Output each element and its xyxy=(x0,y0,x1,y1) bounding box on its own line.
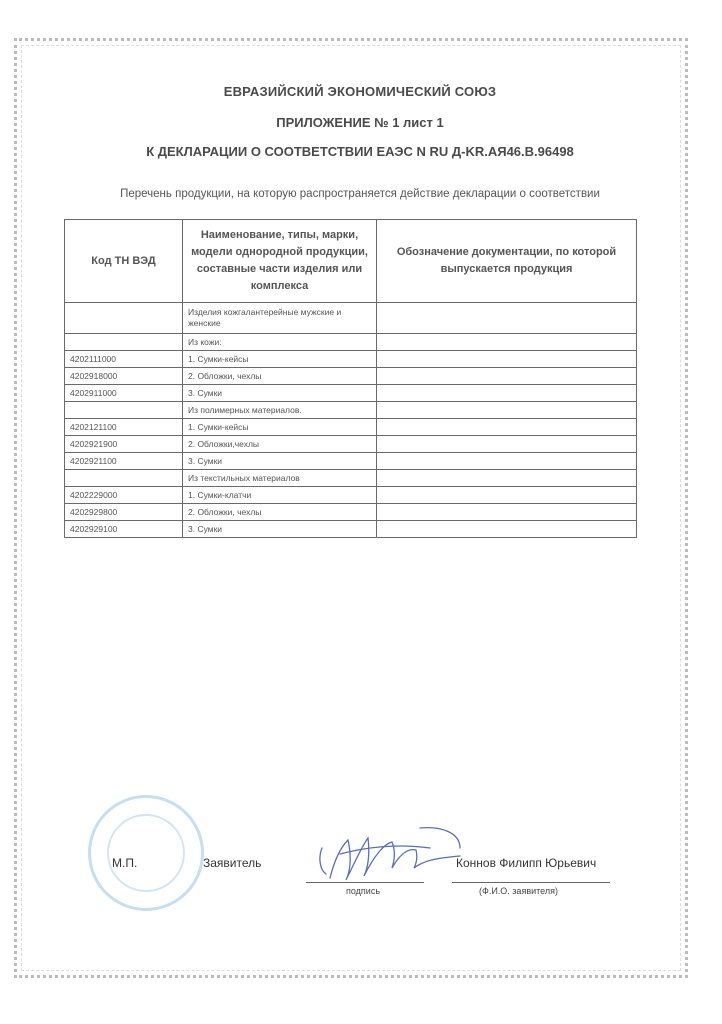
cell-code xyxy=(65,402,183,419)
cell-name: 3. Сумки xyxy=(183,453,377,470)
cell-code: 4202911000 xyxy=(65,385,183,402)
table-row xyxy=(65,385,637,402)
header-code: Код ТН ВЭД xyxy=(65,220,183,303)
cell-doc xyxy=(377,419,637,436)
name-line xyxy=(452,882,610,883)
cell-name: 1. Сумки-кейсы xyxy=(183,419,377,436)
cell-name: Из кожи: xyxy=(183,334,377,351)
table-row xyxy=(65,368,637,385)
table-row xyxy=(65,436,637,453)
applicant-label: Заявитель xyxy=(203,856,262,870)
table-row xyxy=(65,419,637,436)
cell-code: 4202921100 xyxy=(65,453,183,470)
cell-doc xyxy=(377,402,637,419)
cell-doc xyxy=(377,385,637,402)
name-caption: (Ф.И.О. заявителя) xyxy=(479,886,558,896)
table-row xyxy=(65,470,637,487)
cell-code: 4202929800 xyxy=(65,504,183,521)
handwritten-signature xyxy=(300,818,470,888)
table-row xyxy=(65,504,637,521)
table-body xyxy=(65,303,637,538)
cell-doc xyxy=(377,436,637,453)
cell-doc xyxy=(377,351,637,368)
cell-name: Изделия кожгалантерейные мужские и женские xyxy=(183,303,377,334)
cell-name: 2. Обложки, чехлы xyxy=(183,368,377,385)
cell-name: Из полимерных материалов. xyxy=(183,402,377,419)
cell-name: Из текстильных материалов xyxy=(183,470,377,487)
table-header-row xyxy=(65,220,637,303)
cell-code xyxy=(65,303,183,334)
cell-code: 4202918000 xyxy=(65,368,183,385)
signature-caption: подпись xyxy=(346,886,381,896)
header-name: Наименование, типы, марки, модели однородной продукции, составные части изделия или комплекса xyxy=(183,220,377,303)
cell-name: 1. Сумки-клатчи xyxy=(183,487,377,504)
table-row xyxy=(65,521,637,538)
table-row xyxy=(65,453,637,470)
product-table xyxy=(64,219,637,538)
cell-name: 2. Обложки,чехлы xyxy=(183,436,377,453)
table-row xyxy=(65,402,637,419)
table-row xyxy=(65,334,637,351)
signature-line xyxy=(306,882,424,883)
cell-doc xyxy=(377,504,637,521)
cell-doc xyxy=(377,521,637,538)
cell-name: 3. Сумки xyxy=(183,385,377,402)
product-list-subtitle: Перечень продукции, на которую распространяется действие декларации о соответствии xyxy=(120,188,600,200)
cell-code: 4202229000 xyxy=(65,487,183,504)
declaration-title: К ДЕКЛАРАЦИИ О СООТВЕТСТВИИ ЕАЭС N RU Д-KR.АЯ46.В.96498 xyxy=(146,144,574,159)
cell-doc xyxy=(377,470,637,487)
applicant-name: Коннов Филипп Юрьевич xyxy=(456,856,597,870)
cell-doc xyxy=(377,303,637,334)
cell-name: 1. Сумки-кейсы xyxy=(183,351,377,368)
cell-code: 4202121100 xyxy=(65,419,183,436)
union-title: ЕВРАЗИЙСКИЙ ЭКОНОМИЧЕСКИЙ СОЮЗ xyxy=(223,84,497,99)
cell-code xyxy=(65,334,183,351)
cell-code: 4202921900 xyxy=(65,436,183,453)
cell-doc xyxy=(377,368,637,385)
cell-code: 4202929100 xyxy=(65,521,183,538)
table-row xyxy=(65,487,637,504)
stamp-seal xyxy=(88,795,204,911)
header-documentation: Обозначение документации, по которой выпускается продукция xyxy=(377,220,637,303)
table-row xyxy=(65,303,637,334)
cell-doc xyxy=(377,487,637,504)
cell-name: 3. Сумки xyxy=(183,521,377,538)
table-row xyxy=(65,351,637,368)
appendix-title: ПРИЛОЖЕНИЕ № 1 лист 1 xyxy=(276,115,444,130)
cell-doc xyxy=(377,453,637,470)
mp-label: М.П. xyxy=(112,856,138,870)
cell-name: 2. Обложки, чехлы xyxy=(183,504,377,521)
cell-code xyxy=(65,470,183,487)
cell-doc xyxy=(377,334,637,351)
cell-code: 4202111000 xyxy=(65,351,183,368)
